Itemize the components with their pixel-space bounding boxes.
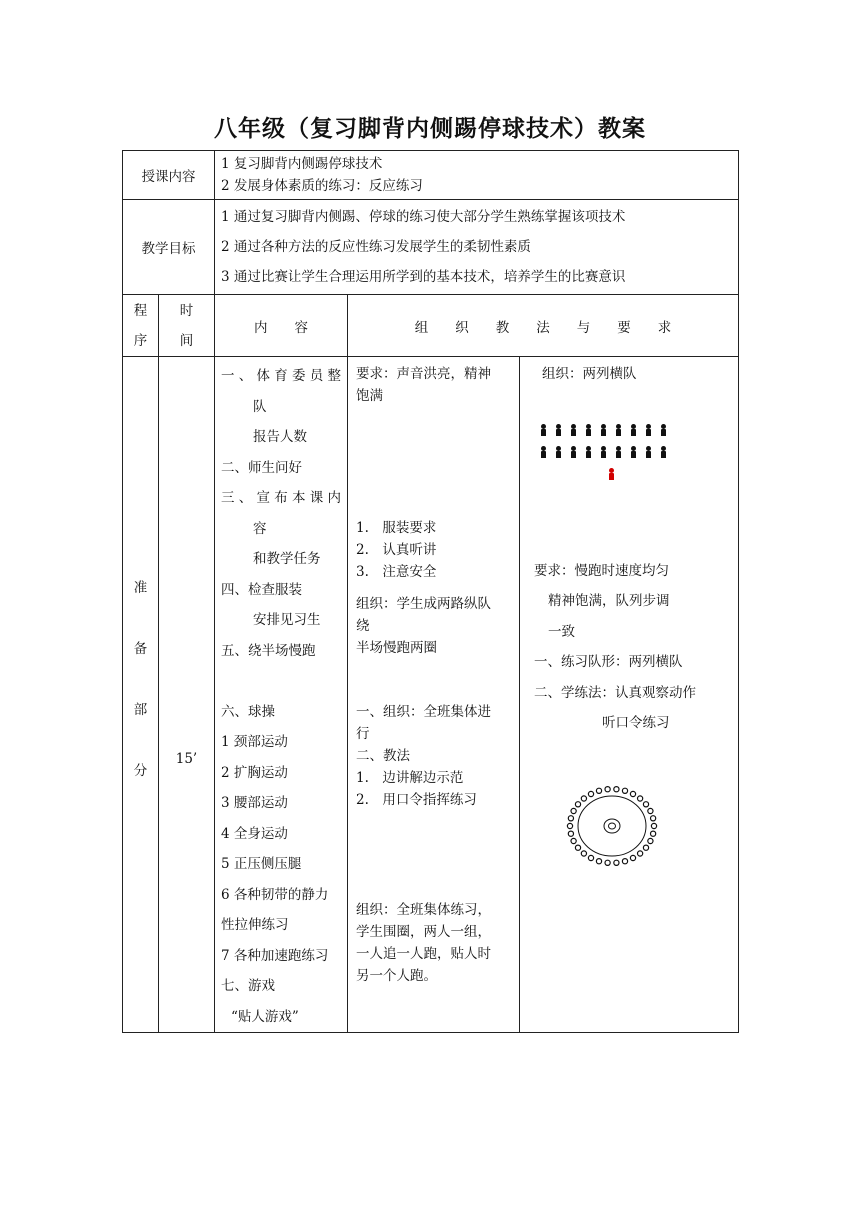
circle-formation-diagram	[534, 783, 732, 873]
method-line: 3. 注意安全	[356, 564, 437, 580]
header-seq	[123, 295, 159, 357]
student-dot	[638, 850, 643, 855]
lesson-plan-table	[122, 150, 739, 1033]
student-dot	[622, 858, 627, 863]
student-dot	[588, 855, 593, 860]
teaching-goal-item: 1 通过复习脚背内侧踢、停球的练习使大部分学生熟练掌握该项技术	[221, 209, 626, 225]
student-dot	[575, 801, 580, 806]
student-dot	[588, 791, 593, 796]
teaching-content-item: 2 发展身体素质的练习：反应练习	[221, 178, 423, 194]
header-time-char: 时	[179, 302, 194, 319]
section-name	[123, 357, 159, 1033]
student-dot	[596, 788, 601, 793]
teaching-content-cell	[215, 151, 739, 200]
student-icon	[539, 446, 548, 458]
content-line: 5 正压侧压腿	[221, 856, 302, 872]
section-name-char: 分	[133, 762, 148, 779]
diagram-line: 精神饱满，队列步调	[548, 593, 670, 609]
student-dot	[648, 808, 653, 813]
method-line: 组织：全班集体练习，	[356, 902, 491, 918]
content-line: 报告人数	[253, 429, 307, 445]
content-line: 2 扩胸运动	[221, 764, 288, 781]
method-line: 行	[356, 726, 370, 742]
student-dot	[638, 795, 643, 800]
method-line: 绕	[356, 618, 370, 634]
header-time-char: 间	[179, 332, 194, 349]
header-seq-char: 序	[133, 332, 148, 349]
student-dot	[643, 801, 648, 806]
content-line: 性拉伸练习	[221, 917, 289, 933]
content-line: 4 全身运动	[221, 825, 288, 842]
teaching-content-label: 授课内容	[123, 151, 215, 200]
teaching-goals-row	[123, 200, 739, 295]
field-circle	[578, 796, 646, 856]
student-icon	[539, 424, 548, 436]
student-icon	[659, 446, 668, 458]
student-icon	[614, 446, 623, 458]
diagram-line: 一致	[548, 623, 575, 640]
circle-formation-icon	[564, 783, 660, 869]
student-icon	[599, 424, 608, 436]
diagram-line: 二、学练法：认真观察动作	[534, 684, 696, 701]
teaching-goals-cell	[215, 200, 739, 295]
student-icon	[584, 424, 593, 436]
diagram-line: 听口令练习	[602, 715, 670, 731]
student-icon	[644, 424, 653, 436]
teaching-content-item: 1 复习脚背内侧踢停球技术	[221, 156, 383, 172]
formation-row-2	[534, 446, 732, 468]
teacher-position	[534, 468, 732, 496]
student-icon	[554, 424, 563, 436]
student-icon	[554, 446, 563, 458]
method-line: 学生围圈，两人一组，	[356, 924, 491, 940]
method-line: 2. 用口令指挥练习	[356, 792, 477, 808]
ball-outer	[604, 819, 620, 833]
content-line: 6 各种韧带的静力	[221, 886, 329, 903]
student-icon	[659, 424, 668, 436]
ball-inner	[609, 823, 616, 829]
student-dot	[630, 855, 635, 860]
student-dot	[596, 858, 601, 863]
header-seq-char: 程	[133, 302, 148, 319]
diagram-line: 要求：慢跑时速度均匀	[534, 562, 669, 579]
method-line: 二、教法	[356, 748, 410, 764]
student-dot	[651, 823, 656, 828]
student-icon	[569, 424, 578, 436]
student-dot	[651, 831, 656, 836]
header-time	[159, 295, 215, 357]
student-icon	[644, 446, 653, 458]
section-name-char: 准	[133, 579, 148, 596]
formation-row-1	[534, 424, 732, 446]
student-dot	[643, 845, 648, 850]
content-line: 五、绕半场慢跑	[221, 642, 316, 659]
student-dot	[567, 823, 572, 828]
student-dot	[651, 815, 656, 820]
content-line: 二、师生问好	[221, 459, 302, 476]
student-icon	[584, 446, 593, 458]
method-line: 1. 服装要求	[356, 520, 437, 536]
teaching-content-row	[123, 151, 739, 200]
student-dot	[614, 860, 619, 865]
section-name-char: 部	[133, 701, 148, 718]
student-icon	[614, 424, 623, 436]
content-line: 7 各种加速跑练习	[221, 947, 329, 964]
content-line: 队	[253, 398, 267, 415]
method-line: 另一个人跑。	[356, 968, 437, 984]
teaching-goals-label: 教学目标	[123, 200, 215, 295]
student-dot	[630, 791, 635, 796]
student-dot	[605, 786, 610, 791]
section-time-cell	[159, 357, 215, 1033]
student-dot	[568, 815, 573, 820]
content-line: 安排见习生	[253, 612, 321, 628]
header-content: 内 容	[215, 295, 348, 357]
content-line: 四、检查服装	[221, 581, 302, 598]
header-method: 组 织 教 法 与 要 求	[348, 295, 739, 357]
preparation-row	[123, 357, 739, 1033]
student-icon	[599, 446, 608, 458]
student-dot	[605, 860, 610, 865]
student-dot	[568, 831, 573, 836]
content-line: 三、宣布本课内	[221, 490, 341, 506]
method-line: 组织：学生成两路纵队	[356, 596, 491, 612]
content-line: 3 腰部运动	[221, 795, 288, 811]
student-dot	[575, 845, 580, 850]
teaching-goal-item: 2 通过各种方法的反应性练习发展学生的柔韧性素质	[221, 239, 531, 255]
method-line: 2. 认真听讲	[356, 542, 437, 558]
content-line: 一、体育委员整	[221, 368, 341, 384]
student-dot	[614, 786, 619, 791]
content-line: 七、游戏	[221, 978, 275, 994]
method-line: 一人追一人跑，贴人时	[356, 946, 491, 962]
section-time: 15’	[175, 750, 198, 767]
method-line: 一、组织：全班集体进	[356, 704, 491, 720]
section-diagram	[520, 357, 739, 1033]
section-method	[348, 357, 520, 1033]
method-line: 要求：声音洪亮，精神	[356, 366, 491, 382]
header-row	[123, 295, 739, 357]
student-dot	[571, 838, 576, 843]
content-line: 和教学任务	[253, 551, 321, 567]
method-line: 饱满	[356, 388, 383, 404]
student-dot	[581, 795, 586, 800]
student-icon	[569, 446, 578, 458]
diagram-line: 组织：两列横队	[542, 366, 637, 382]
student-dot	[622, 788, 627, 793]
teaching-goal-item: 3 通过比赛让学生合理运用所学到的基本技术，培养学生的比赛意识	[221, 269, 626, 285]
section-content	[215, 357, 348, 1033]
content-line: 1 颈部运动	[221, 734, 288, 750]
method-line: 半场慢跑两圈	[356, 640, 437, 656]
student-icon	[629, 424, 638, 436]
content-line: “贴人游戏”	[231, 1008, 299, 1025]
section-name-char: 备	[133, 640, 148, 657]
page-title: 八年级（复习脚背内侧踢停球技术）教案	[214, 116, 646, 142]
student-dot	[581, 850, 586, 855]
teacher-icon	[607, 468, 616, 480]
content-line: 容	[253, 520, 267, 537]
content-line: 六、球操	[221, 703, 275, 720]
student-icon	[629, 446, 638, 458]
student-dot	[571, 808, 576, 813]
diagram-line: 一、练习队形：两列横队	[534, 654, 683, 670]
method-line: 1. 边讲解边示范	[356, 770, 464, 786]
student-dot	[648, 838, 653, 843]
